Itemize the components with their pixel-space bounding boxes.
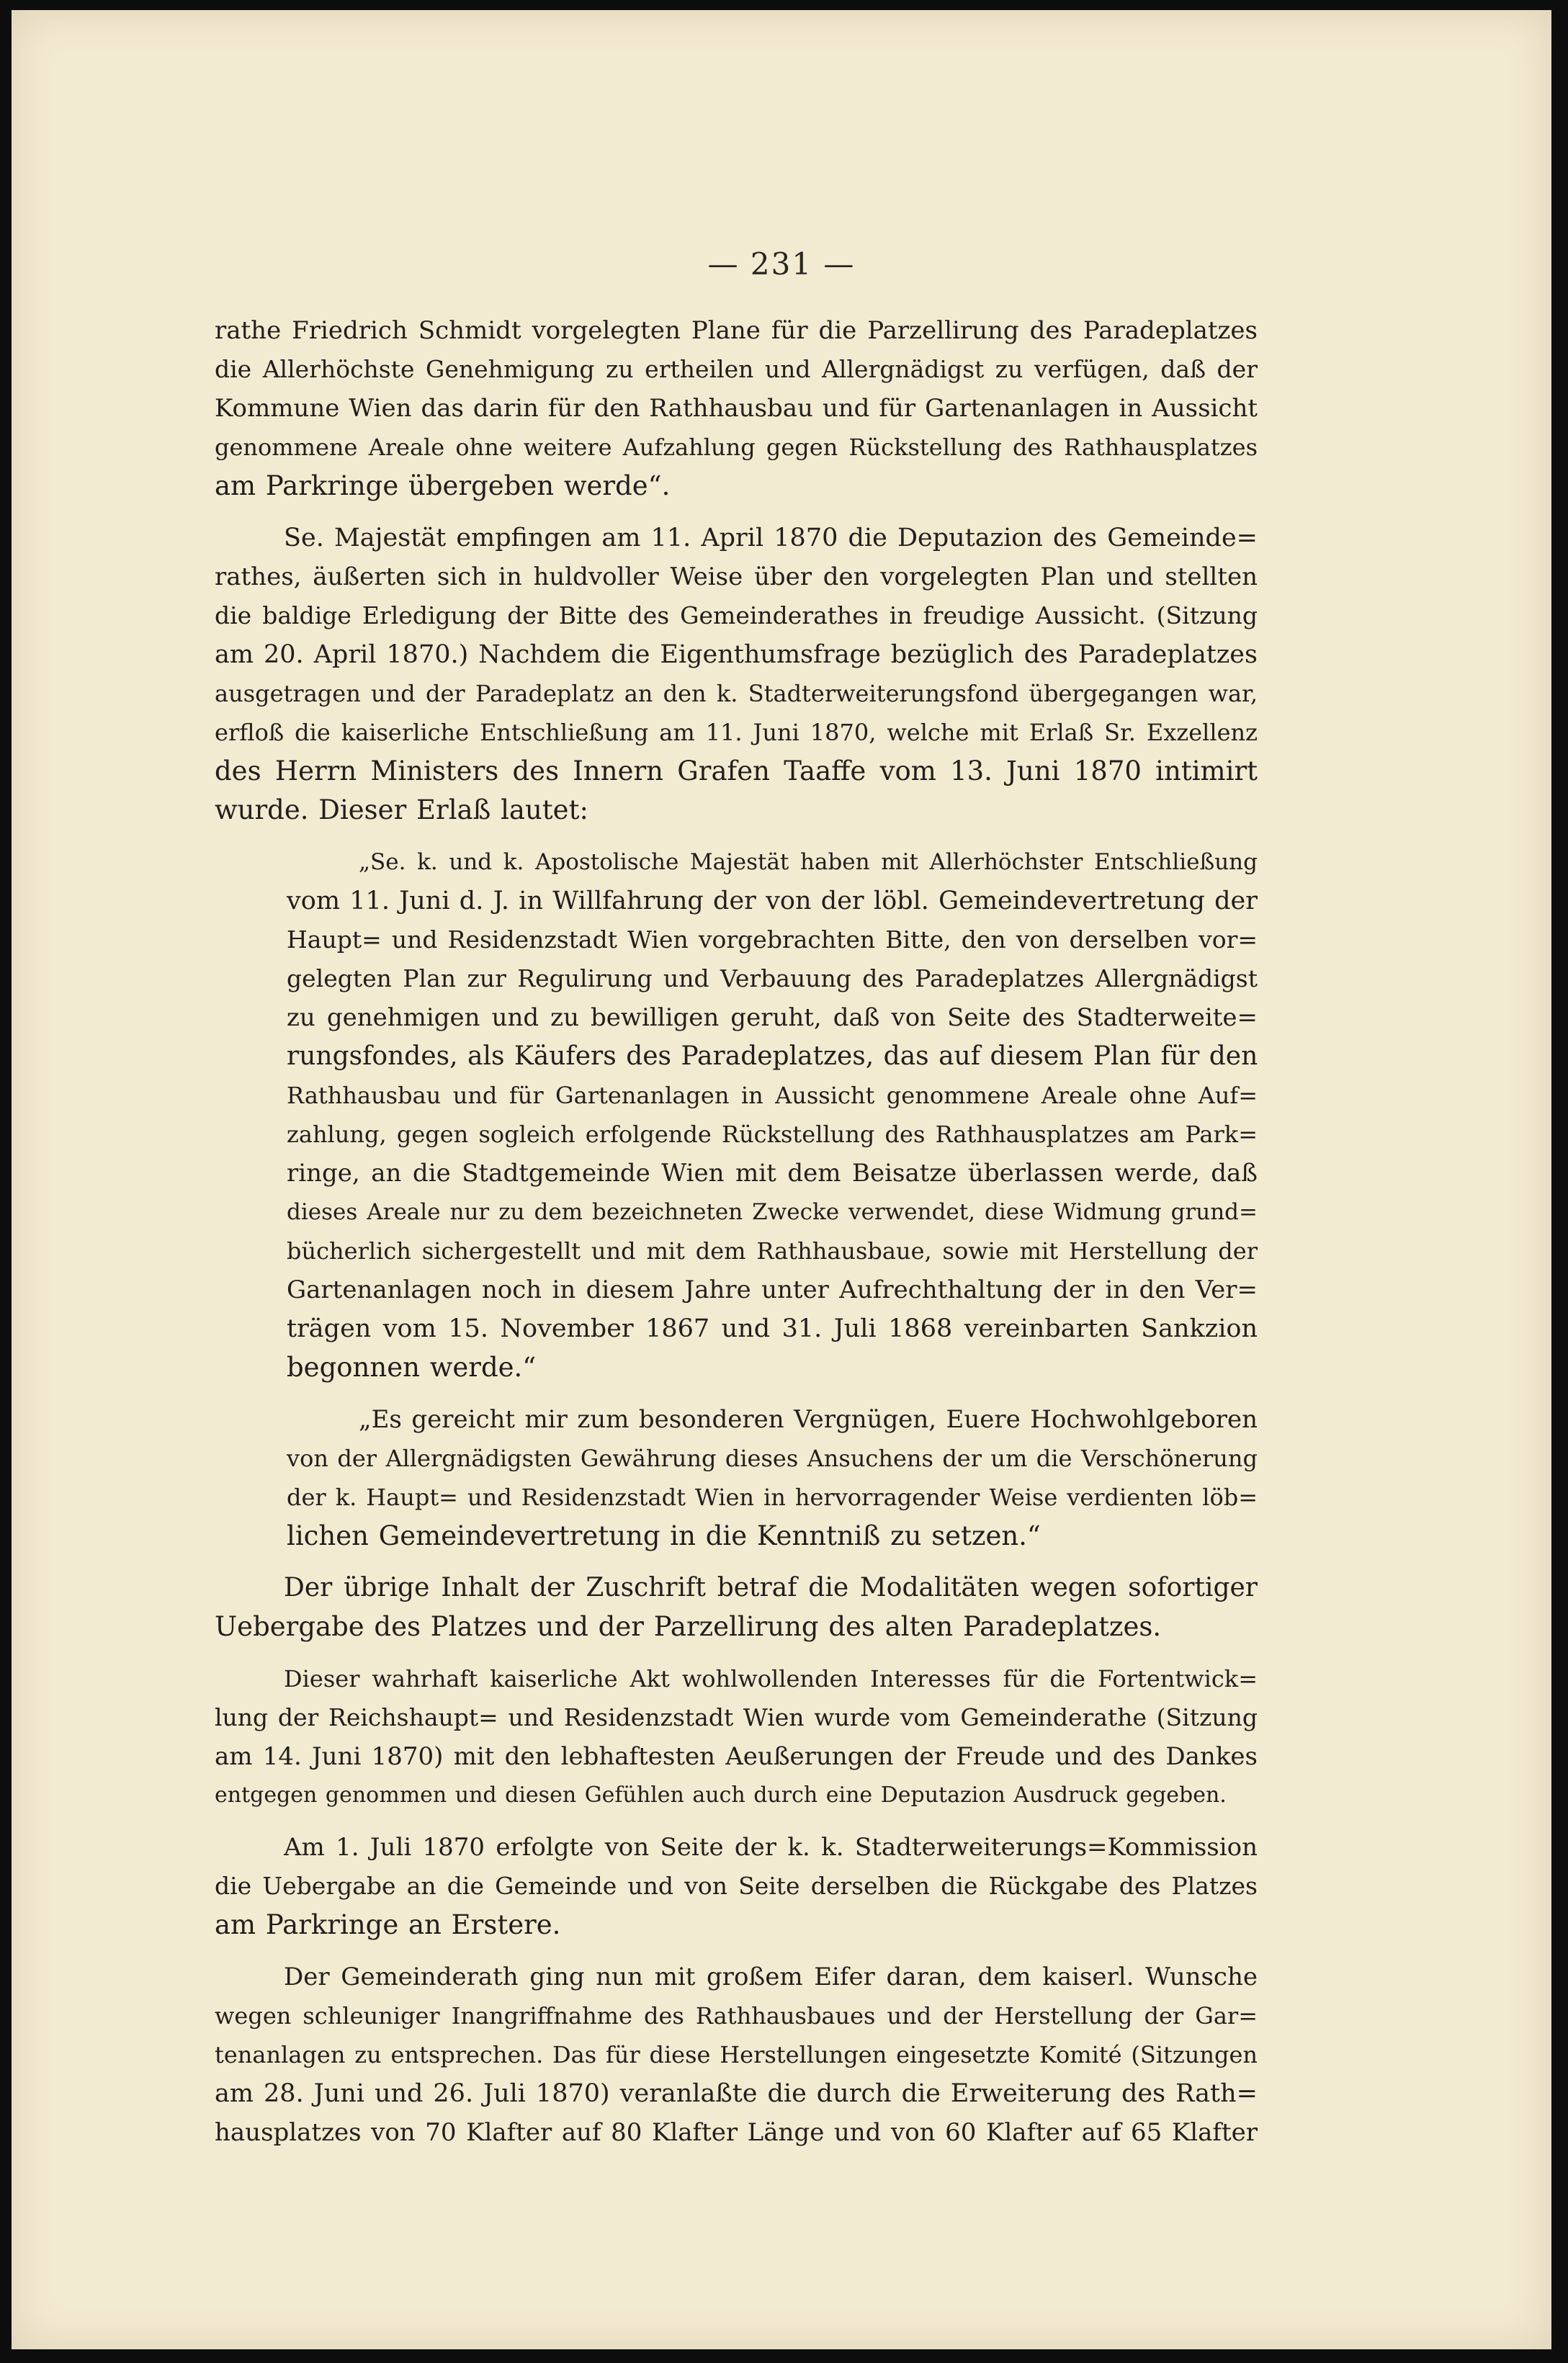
text-line: Haupt= und Residenzstadt Wien vorgebrachten Bitte, den von derselben vor= (287, 925, 1258, 954)
text-line: Der Gemeinderath ging nun mit großem Eifer daran, dem kaiserl. Wunsche (284, 1963, 1258, 1991)
text-line: vom 11. Juni d. J. in Willfahrung der von der löbl. Gemeindevertretung der (287, 887, 1258, 915)
text-line: am 28. Juni und 26. Juli 1870) veranlaßte die durch die Erweiterung des Rath= (215, 2079, 1258, 2108)
text-line: wurde. Dieser Erlaß lautet: (215, 794, 588, 825)
text-line: hausplatzes von 70 Klafter auf 80 Klafter Länge und von 60 Klafter auf 65 Klafter (215, 2118, 1258, 2147)
text-line: zu genehmigen und zu bewilligen geruht, daß von Seite des Stadterweite= (287, 1003, 1258, 1032)
paragraph (215, 311, 1258, 506)
text-line: der k. Haupt= und Residenzstadt Wien in hervorragender Weise verdienten löb= (287, 1484, 1258, 1511)
text-line: Dieser wahrhaft kaiserliche Akt wohlwollenden Interesses für die Fortentwick= (284, 1665, 1258, 1692)
paragraph (215, 1828, 1258, 1945)
text-line: ringe, an die Stadtgemeinde Wien mit dem Beisatze überlassen werde, daß (287, 1159, 1258, 1188)
text-line: rathes, äußerten sich in huldvoller Weise über den vorgelegten Plan und stellten (215, 562, 1258, 591)
text-line: am Parkringe übergeben werde“. (215, 470, 671, 501)
text-line: die Uebergabe an die Gemeinde und von Seite derselben die Rückgabe des Platzes (215, 1872, 1258, 1900)
text-line: Se. Majestät empfingen am 11. April 1870 die Deputazion des Gemeinde= (284, 524, 1258, 552)
text-line: entgegen genommen und diesen Gefühlen auch durch eine Deputazion Ausdruck gegeben. (215, 1783, 1227, 1808)
paragraph (215, 519, 1258, 830)
text-line: trägen vom 15. November 1867 und 31. Juli 1868 vereinbarten Sankzion (287, 1314, 1258, 1343)
text-line: bücherlich sichergestellt und mit dem Rathhausbaue, sowie mit Herstellung der (287, 1237, 1258, 1265)
quoted-paragraph (215, 1400, 1258, 1556)
paragraph (215, 1958, 1258, 2152)
page-number: — 231 — (707, 246, 856, 282)
text-line: genommene Areale ohne weitere Aufzahlung gegen Rückstellung des Rathhausplatzes (215, 434, 1258, 461)
text-line: „Se. k. und k. Apostolische Majestät haben mit Allerhöchster Entschließung (359, 849, 1258, 875)
text-line: Der übrige Inhalt der Zuschrift betraf die Modalitäten wegen sofortiger (284, 1573, 1258, 1602)
text-line: zahlung, gegen sogleich erfolgende Rückstellung des Rathhausplatzes am Park= (287, 1121, 1258, 1148)
text-line: am 20. April 1870.) Nachdem die Eigenthumsfrage bezüglich des Paradeplatzes (215, 640, 1258, 669)
text-line: dieses Areale nur zu dem bezeichneten Zwecke verwendet, diese Widmung grund= (287, 1199, 1258, 1225)
text-line: erfloß die kaiserliche Entschließung am 11. Juni 1870, welche mit Erlaß Sr. Exzellenz (215, 719, 1258, 746)
body-text (215, 311, 1258, 2152)
text-line: des Herrn Ministers des Innern Grafen Taaffe vom 13. Juni 1870 intimirt (215, 755, 1258, 786)
text-line: ausgetragen und der Paradeplatz an den k. Stadterweiterungsfond übergegangen war, (215, 680, 1258, 707)
text-line: gelegten Plan zur Regulirung und Verbauung des Paradeplatzes Allergnädigst (287, 964, 1258, 992)
text-line: die Allerhöchste Genehmigung zu ertheilen und Allergnädigst zu verfügen, daß der (215, 355, 1258, 383)
text-line: tenanlagen zu entsprechen. Das für diese Herstellungen eingesetzte Komité (Sitzungen (215, 2041, 1258, 2068)
paragraph (215, 1569, 1258, 1646)
text-line: Kommune Wien das darin für den Rathhausbau und für Gartenanlagen in Aussicht (215, 394, 1258, 423)
text-line: am Parkringe an Erstere. (215, 1909, 561, 1940)
page-sheet (12, 10, 1551, 2349)
text-line: die baldige Erledigung der Bitte des Gemeinderathes in freudige Aussicht. (Sitzung (215, 601, 1258, 629)
text-line: begonnen werde.“ (287, 1352, 537, 1383)
text-line: Rathhausbau und für Gartenanlagen in Aussicht genommene Areale ohne Auf= (287, 1082, 1258, 1109)
text-line: lung der Reichshaupt= und Residenzstadt Wien wurde vom Gemeinderathe (Sitzung (215, 1703, 1258, 1731)
quoted-paragraph (215, 843, 1258, 1387)
text-line: am 14. Juni 1870) mit den lebhaftesten Aeußerungen der Freude und des Dankes (215, 1742, 1258, 1771)
text-line: Gartenanlagen noch in diesem Jahre unter Aufrechthaltung der in den Ver= (287, 1275, 1258, 1304)
text-line: lichen Gemeindevertretung in die Kenntniß zu setzen.“ (287, 1520, 1041, 1551)
text-line: rathe Friedrich Schmidt vorgelegten Plane für die Parzellirung des Paradeplatzes (215, 316, 1258, 345)
text-line: von der Allergnädigsten Gewährung dieses Ansuchens der um die Verschönerung (287, 1445, 1258, 1472)
paragraph (215, 1659, 1258, 1815)
text-line: Uebergabe des Platzes und der Parzellirung des alten Paradeplatzes. (215, 1611, 1162, 1642)
text-line: Am 1. Juli 1870 erfolgte von Seite der k. k. Stadterweiterungs=Kommission (284, 1833, 1258, 1862)
text-line: wegen schleuniger Inangriffnahme des Rathhausbaues und der Herstellung der Gar= (215, 2002, 1258, 2030)
text-line: rungsfondes, als Käufers des Paradeplatzes, das auf diesem Plan für den (287, 1041, 1258, 1071)
text-line: „Es gereicht mir zum besonderen Vergnügen, Euere Hochwohlgeboren (359, 1405, 1258, 1434)
